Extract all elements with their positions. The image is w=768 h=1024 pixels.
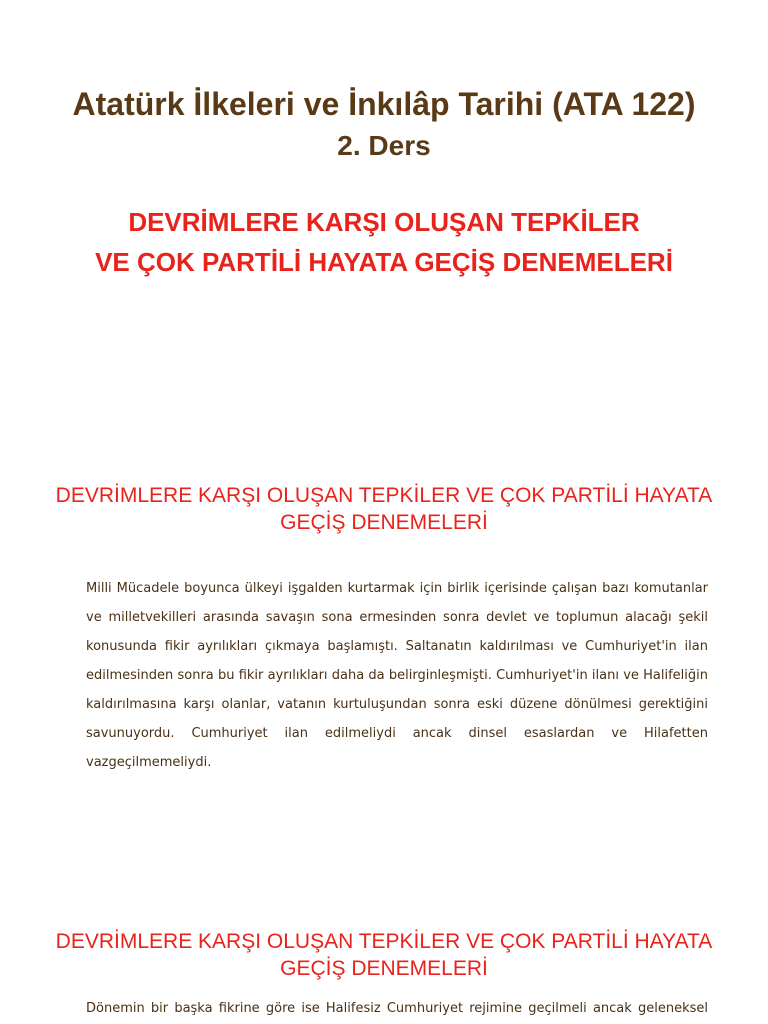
lecture-topic-line-1: DEVRİMLERE KARŞI OLUŞAN TEPKİLER xyxy=(128,207,640,237)
lecture-topic-line-2: VE ÇOK PARTİLİ HAYATA GEÇİŞ DENEMELERİ xyxy=(95,247,673,277)
lesson-number: 2. Ders xyxy=(337,130,431,161)
lecture-topic-title xyxy=(0,202,768,282)
content-slide-1 xyxy=(0,432,768,864)
section-title: DEVRİMLERE KARŞI OLUŞAN TEPKİLER VE ÇOK PARTİLİ HAYATA GEÇİŞ DENEMELERİ xyxy=(55,484,713,534)
course-title: Atatürk İlkeleri ve İnkılâp Tarihi (ATA 122) xyxy=(72,86,696,122)
title-slide xyxy=(0,0,768,432)
content-slide-2 xyxy=(0,864,768,1024)
body-paragraph: Milli Mücadele boyunca ülkeyi işgalden kurtarmak için birlik içerisinde çalışan bazı komutanlar ve milletvekilleri arasında savaşın sona ermesinden sonra devlet ve toplumun alacağı şekil konusunda fikir ayrılıkları çıkmaya başlamıştı. Saltanatın kaldırılması ve Cumhuriyet'in ilan edilmesinden sonra bu fikir ayrılıkları daha da belirginleşmişti. Cumhuriyet'in ilanı ve Halifeliğin kaldırılmasına karşı olanlar, vatanın kurtuluşundan sonra eski düzene dönülmesi gerektiğini savunuyordu. Cumhuriyet ilan edilmeliydi ancak dinsel esaslardan ve Hilafetten vazgeçilmemeliydi. xyxy=(86,581,708,770)
section-title: DEVRİMLERE KARŞI OLUŞAN TEPKİLER VE ÇOK PARTİLİ HAYATA GEÇİŞ DENEMELERİ xyxy=(55,930,713,980)
body-paragraph: Dönemin bir başka fikrine göre ise Halifesiz Cumhuriyet rejimine geçilmeli ancak geleneksel xyxy=(86,1001,708,1016)
